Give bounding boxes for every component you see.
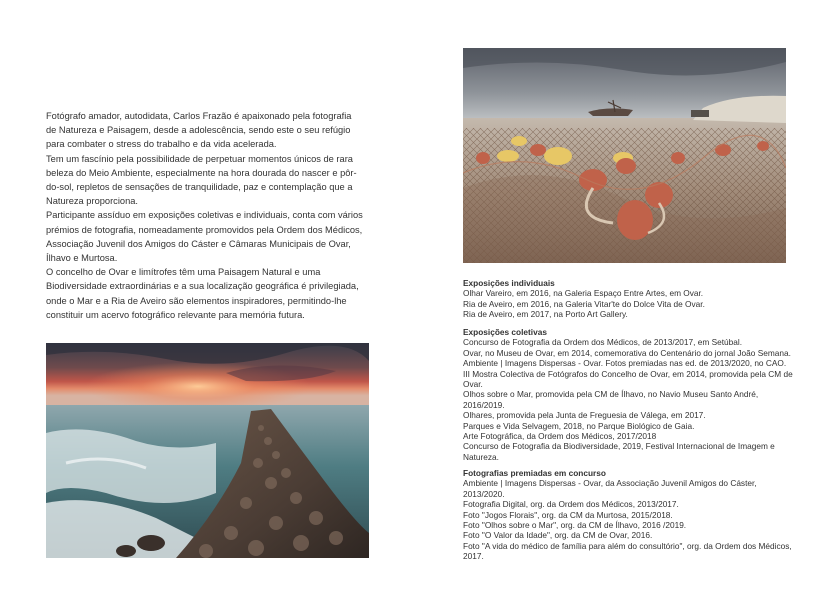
list-item: Ambiente | Imagens Dispersas - Ovar, da Associação Juvenil Amigos do Cáster, 2013/2020.	[463, 478, 757, 499]
list-item: Olhos sobre o Mar, promovida pela CM de Ílhavo, no Navio Museu Santo André, 2016/2019.	[463, 389, 759, 410]
fishing-nets-photo	[463, 48, 786, 263]
section-heading: Exposições individuais	[463, 278, 555, 288]
list-item: Ovar, no Museu de Ovar, em 2014, comemorativa do Centenário do jornal João Semana.	[463, 347, 791, 358]
awarded-photos-section	[463, 468, 793, 562]
solo-exhibitions-section	[463, 278, 793, 320]
section-heading: Exposições coletivas	[463, 327, 547, 337]
list-item: Olhares, promovida pela Junta de Freguesia de Válega, em 2017.	[463, 410, 706, 421]
list-item: Concurso de Fotografia da Biodiversidade, 2019, Festival Internacional de Imagem e Natureza.	[463, 441, 775, 462]
biography-text	[46, 109, 364, 322]
list-item: Concurso de Fotografia da Ordem dos Médicos, de 2013/2017, em Setúbal.	[463, 337, 743, 348]
list-item: Arte Fotográfica, da Ordem dos Médicos, 2017/2018	[463, 431, 657, 442]
list-item: Olhar Vareiro, em 2016, na Galeria Espaço Entre Artes, em Ovar.	[463, 288, 704, 299]
bio-paragraph: Tem um fascínio pela possibilidade de perpetuar momentos únicos de rara beleza do Meio Ambiente, especialmente na hora dourada do nascer e pôr-do-sol, repletos de sensações de tranquilidade, paz e contemplação que a Natureza proporciona.	[46, 153, 357, 207]
list-item: Foto "Olhos sobre o Mar", org. da CM de Ílhavo, 2016 /2019.	[463, 520, 687, 531]
list-item: III Mostra Colectiva de Fotógrafos do Concelho de Ovar, em 2014, promovida pela CM de Ovar.	[463, 368, 793, 390]
list-item: Foto "A vida do médico de família para além do consultório", org. da Ordem dos Médicos, 2017.	[463, 540, 792, 562]
list-item: Ria de Aveiro, em 2016, na Galeria Vitar'te do Dolce Vita de Ovar.	[463, 298, 705, 309]
list-item: Fotografia Digital, org. da Ordem dos Médicos, 2013/2017.	[463, 499, 679, 510]
section-heading: Fotografias premiadas em concurso	[463, 468, 606, 478]
group-exhibitions-section	[463, 327, 793, 462]
bio-paragraph: Fotógrafo amador, autodidata, Carlos Frazão é apaixonado pela fotografia de Natureza e Paisagem, desde a adolescência, sendo este o seu refúgio para combater o stress do trabalho e da vida acelerada.	[46, 111, 352, 150]
list-item: Ria de Aveiro, em 2017, na Porto Art Gallery.	[463, 309, 628, 320]
list-item: Foto "O Valor da Idade", org. da CM de Ovar, 2016.	[463, 530, 653, 541]
bio-paragraph: Participante assíduo em exposições coletivas e individuais, conta com vários prémios de fotografia, nomeadamente promovidos pela Ordem dos Médicos, Associação Juvenil dos Amigos do Cáster e Câmaras Municipais de Ovar, Ílhavo e Murtosa.	[46, 210, 363, 264]
list-item: Parques e Vida Selvagem, 2018, no Parque Biológico de Gaia.	[463, 420, 695, 431]
list-item: Ambiente | Imagens Dispersas - Ovar. Fotos premiadas nas ed. de 2013/2020, no CAO.	[463, 358, 787, 369]
list-item: Foto "Jogos Florais", org. da CM da Murtosa, 2015/2018.	[463, 509, 673, 520]
bio-paragraph: O concelho de Ovar e limítrofes têm uma Paisagem Natural e uma Biodiversidade extraordinárias e a sua localização geográfica é privilegiada, onde o Mar e a Ria de Aveiro são elementos inspiradores, permitindo-lhe constituir um acervo fotográfico relevante para memória futura.	[46, 267, 359, 320]
jetty-sunset-photo	[46, 343, 369, 558]
